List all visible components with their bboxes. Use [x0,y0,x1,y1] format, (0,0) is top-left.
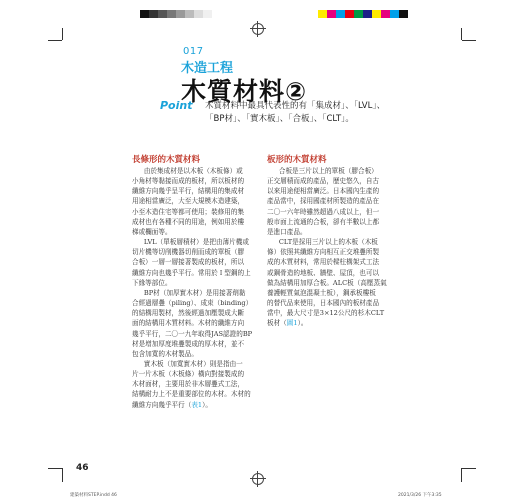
section-heading-board-materials: 板形的木質材料 [267,155,327,165]
text-line: 幾乎平行，二〇一九年取得JAS認證的BP [132,329,253,338]
text-fragment: ）。 [297,319,308,328]
crop-mark [462,468,476,469]
text-line: 材是增加厚度堆疊製成的厚木材，並不 [132,339,245,348]
text-line: 或鋼骨造的地板、牆壁、屋頂，也可以 [267,268,380,277]
point-line: 木質材料中最具代表性的有「集成材」、「LVL」、 [205,101,386,111]
text-line: 用途相當廣泛，大至大規模木造建築， [132,197,245,206]
footer-timestamp: 2021/3/26 下午3:35 [398,493,442,498]
point-line: 「BP材」、「實木板」、「合板」、「CLT」。 [205,114,354,124]
table-reference-link[interactable]: 表1 [191,400,203,409]
figure-reference-link[interactable]: 圖1 [286,319,298,328]
registration-mark-icon [252,23,264,35]
text-line: 纖維方向幾乎呈平行，結構用的集成材 [132,187,245,196]
crop-mark [461,468,462,482]
color-calibration-bar [318,10,408,18]
point-summary [205,100,395,126]
text-line: BP材（加厚實木材）是用接著劑黏 [143,288,246,297]
text-line: 養護輕質氣泡混凝土板），鋼承板樓板 [267,288,376,297]
page-title: 木質材料② [181,77,308,106]
text-line: 實木板（加寬實木材）則是指由一 [143,359,243,368]
crop-mark [48,40,62,41]
text-line: 條）依照其纖維方向相互正交堆疊所製 [267,248,380,257]
text-line [132,400,258,410]
text-line: 的替代品來使用，日本國內的板材產品 [267,299,380,308]
text-line: 成的木質材料，常用於樑柱構架式工法 [267,258,380,267]
crop-mark [48,468,62,469]
text-line [267,318,393,328]
text-line: 由於集成材是以木板（木板條）或 [143,167,243,175]
text-line: 纖維方向也幾乎平行。常用於Ｉ型鋼的上 [132,268,251,277]
point-label: Point [160,99,193,112]
text-line: 結構耐力上不是重要部位的木材。木材的 [132,390,251,399]
crop-mark [462,40,476,41]
text-line: 包含加寬的木材製品。 [132,349,198,358]
text-line: 切片機等切削機器切削而成的單板（膠 [132,248,245,257]
text-line: 木材面材，主要用於非木層疊式工法， [132,380,245,389]
text-line: 合板是三片以上的單板（膠合板） [278,167,378,175]
text-line: 二〇一六年時雖然超過八成以上，但一 [267,207,380,216]
text-line: 般市面上流通的合板，卻有半數以上都 [267,217,380,226]
section-heading-long-materials: 長條形的木質材料 [132,155,201,165]
footer-file-name: 建築材料STEP.indd 46 [70,493,117,498]
text-line: 片一片木板（木板條）橫向對接製成的 [132,370,245,379]
crop-mark [62,28,63,40]
right-column-text [267,166,393,329]
text-line: 以來用途便相當廣泛。日本國內生產的 [267,187,380,196]
text-line: 的結構用製材，然後經過加壓製成大斷 [132,309,245,318]
crop-mark [461,28,462,40]
text-line: 梯或欄面等。 [132,227,172,236]
text-fragment: 纖維方向幾乎平行（ [132,400,192,409]
chapter-name: 木造工程 [181,61,234,76]
text-line: 面的結構用木質材料。木材的纖維方向 [132,319,245,328]
left-column-text [132,166,258,410]
registration-mark-icon [252,473,264,485]
page-number: 46 [76,463,89,473]
text-fragment: 板材（ [267,319,287,328]
text-line: 下緣等部位。 [132,278,172,287]
text-line: 正交層積而成的產品，歷史悠久，自古 [267,177,380,186]
chapter-number: 017 [183,46,204,57]
text-line: 小至木造住宅等都可使用；裝修用的集 [132,207,245,216]
text-line: 做為結構用加厚合板。ALC板（高壓蒸氣 [267,278,387,287]
text-line: 合板）一層一層接著製成的板材，所以 [132,258,245,267]
crop-mark [62,468,63,482]
text-line: 小角材等黏接而成的板材，所以板材的 [132,177,245,186]
text-fragment: ）。 [202,400,213,409]
text-line: 產品當中，採用國產材所製造的產品在 [267,197,380,206]
text-line: CLT是採用三片以上的木板（木板 [278,238,378,247]
text-line: LVL（單板層積材）是把由薄片機或 [143,238,249,247]
text-line: 是進口產品。 [267,227,307,236]
gray-calibration-bar [140,10,212,18]
text-line: 合經過層疊（piling）、成束（binding） [132,299,253,308]
text-line: 當中，最大尺寸是3×12公尺的杉木CLT [267,309,385,318]
text-line: 成材也有各種不同的用途，例如用於樓 [132,217,245,226]
